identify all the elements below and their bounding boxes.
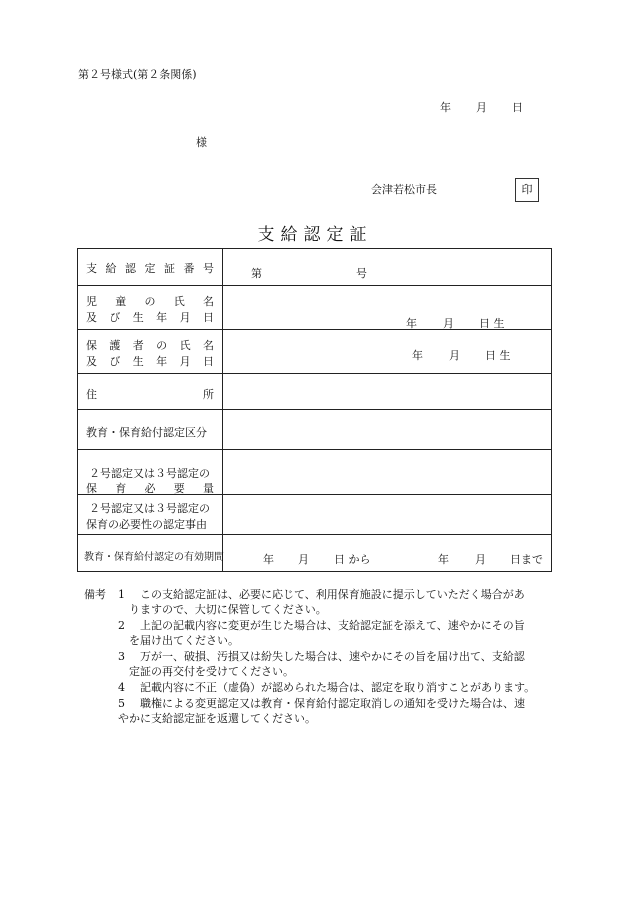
row-validity-period bbox=[78, 534, 551, 573]
label-guardian-dob: 及 び 生 年 月 日 bbox=[86, 355, 214, 368]
guardian-dob-day: 日 生 bbox=[485, 349, 511, 362]
guardian-dob-month: 月 bbox=[449, 349, 460, 362]
form-number: 第２号様式(第２条関係) bbox=[78, 68, 197, 81]
date-day-label: 日 bbox=[512, 101, 523, 114]
row-guardian bbox=[78, 329, 551, 373]
row-certificate-number bbox=[78, 249, 551, 285]
child-dob-year: 年 bbox=[406, 317, 417, 330]
note-item: 2 上記の記載内容に変更が生じた場合は、支給認定証を添えて、速やかにその旨 を届け出てください。 bbox=[118, 619, 525, 648]
date-month-label: 月 bbox=[476, 101, 487, 114]
note-item: 5 職権による変更認定又は教育・保育給付認定取消しの通知を受けた場合は、速 やかに支給認定証を返還してください。 bbox=[118, 697, 525, 726]
label-guardian-name: 保 護 者 の 氏 名 bbox=[86, 339, 214, 352]
validity-from-day: 日 から bbox=[334, 553, 371, 566]
validity-to-month: 月 bbox=[475, 553, 486, 566]
row-required-amount bbox=[78, 449, 551, 494]
label-certificate-number: 支 給 認 定 証 番 号 bbox=[86, 262, 214, 275]
seal-mark: 印 bbox=[515, 178, 539, 202]
row-address bbox=[78, 373, 551, 409]
label-category: 教育・保育給付認定区分 bbox=[86, 426, 207, 439]
child-dob-day: 日 生 bbox=[479, 317, 505, 330]
label-required-amount-line2: 保 育 必 要 量 bbox=[86, 482, 214, 495]
label-necessity-line1: ２号認定又は３号認定の bbox=[89, 502, 210, 515]
cert-number-prefix: 第 bbox=[251, 267, 262, 280]
guardian-dob-year: 年 bbox=[412, 349, 423, 362]
cert-number-suffix: 号 bbox=[356, 267, 367, 280]
label-required-amount-line1: ２号認定又は３号認定の bbox=[89, 467, 210, 480]
certificate-table bbox=[77, 248, 552, 572]
validity-to-day: 日まで bbox=[510, 553, 543, 566]
addressee-suffix: 様 bbox=[196, 136, 207, 149]
validity-from-month: 月 bbox=[298, 553, 309, 566]
row-necessity-reason bbox=[78, 494, 551, 534]
notes-heading: 備考 bbox=[84, 588, 106, 601]
label-validity-period: 教育・保育給付認定の有効期間 bbox=[84, 552, 224, 563]
note-item: 1 この支給認定証は、必要に応じて、利用保育施設に提示していただく場合があ りますので、大切に保管してください。 bbox=[118, 588, 525, 617]
label-child-dob: 及 び 生 年 月 日 bbox=[86, 311, 214, 324]
row-category bbox=[78, 409, 551, 449]
issuer-name: 会津若松市長 bbox=[371, 183, 437, 196]
label-child-name: 児 童 の 氏 名 bbox=[86, 295, 214, 308]
document-title: 支給認定証 bbox=[257, 225, 373, 245]
note-item: 3 万が一、破損、汚損又は紛失した場合は、速やかにその旨を届け出て、支給認 定証の再交付を受けてください。 bbox=[118, 650, 525, 679]
validity-from-year: 年 bbox=[263, 553, 274, 566]
row-child bbox=[78, 285, 551, 329]
note-item: 4 記載内容に不正（虚偽）が認められた場合は、認定を取り消すことがあります。 bbox=[118, 681, 536, 694]
child-dob-month: 月 bbox=[443, 317, 454, 330]
label-address: 住 所 bbox=[86, 388, 214, 401]
validity-to-year: 年 bbox=[438, 553, 449, 566]
label-necessity-line2: 保育の必要性の認定事由 bbox=[86, 518, 207, 531]
date-year-label: 年 bbox=[440, 101, 451, 114]
